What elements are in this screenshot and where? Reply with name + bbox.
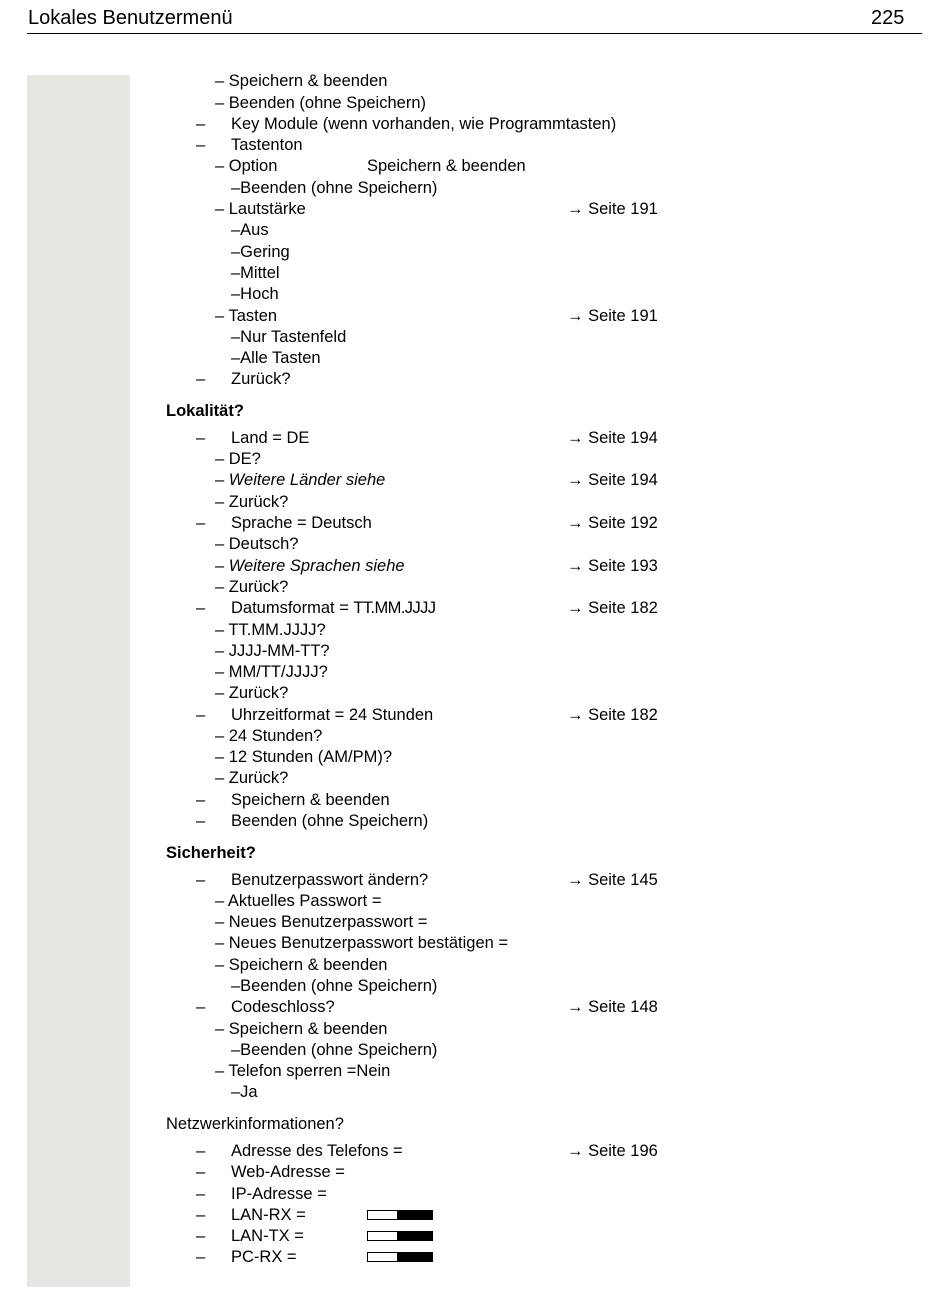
menu-entry — [0, 326, 950, 348]
menu-entry — [0, 219, 950, 241]
menu-entry-text: – DE? — [215, 450, 261, 468]
menu-entry-label — [231, 1161, 345, 1183]
list-dash: – — [196, 429, 206, 447]
menu-entry-label — [231, 347, 321, 369]
menu-entry — [0, 1183, 950, 1205]
signal-level-bar — [367, 1210, 433, 1220]
menu-entry-label — [231, 1140, 403, 1162]
menu-entry-text: Sicherheit? — [166, 844, 256, 862]
list-dash: – — [196, 998, 206, 1016]
page-reference: → Seite 191 — [567, 307, 658, 325]
menu-entry-text: LAN-TX = — [231, 1227, 304, 1245]
menu-entry-text: – Zurück? — [215, 493, 289, 511]
menu-entry — [0, 1140, 950, 1162]
menu-entry-label — [215, 491, 288, 513]
menu-entry-label — [231, 975, 437, 997]
menu-entry — [0, 555, 950, 577]
menu-entry-label — [231, 1204, 306, 1226]
menu-entry-label — [215, 70, 387, 92]
menu-entry-text: Tastenton — [231, 136, 303, 154]
menu-entry — [0, 177, 950, 199]
menu-entry-italic-text: Weitere Sprachen siehe — [228, 557, 405, 575]
menu-entry — [0, 1246, 950, 1268]
page-number: 225 — [871, 7, 905, 29]
menu-entry-text: –Beenden (ohne Speichern) — [231, 1041, 438, 1059]
menu-entry-label — [215, 911, 427, 933]
menu-entry — [0, 1204, 950, 1226]
menu-entry-text: –Nur Tastenfeld — [231, 328, 347, 346]
menu-entry — [0, 347, 950, 369]
page-reference: → Seite 194 — [567, 429, 658, 447]
menu-entry — [0, 448, 950, 470]
menu-entry-label — [215, 1018, 387, 1040]
menu-entry-label — [231, 219, 269, 241]
menu-entry-label — [215, 954, 387, 976]
signal-level-bar — [367, 1231, 433, 1241]
list-dash: – — [196, 370, 206, 388]
menu-entry-text: – Neues Benutzerpasswort = — [215, 913, 428, 931]
menu-entry-text: –Beenden (ohne Speichern) — [231, 179, 438, 197]
menu-entry-text: – Speichern & beenden — [215, 956, 388, 974]
menu-entry-text: IP-Adresse = — [231, 1185, 327, 1203]
menu-entry-label — [231, 1246, 297, 1268]
menu-entry-label — [166, 842, 256, 864]
menu-entry — [0, 789, 950, 811]
menu-entry-text: – Zurück? — [215, 769, 289, 787]
menu-entry — [0, 1081, 950, 1103]
list-dash: – — [196, 1248, 206, 1266]
menu-entry-text: Lokalität? — [166, 402, 244, 420]
menu-entry-text: –Beenden (ohne Speichern) — [231, 977, 438, 995]
menu-entry-text: – 12 Stunden (AM/PM)? — [215, 748, 393, 766]
menu-entry-label — [215, 1060, 390, 1082]
menu-entry-text: –Ja — [231, 1083, 258, 1101]
signal-level-fill — [397, 1232, 432, 1240]
menu-entry-option: Speichern & beenden — [367, 157, 526, 175]
menu-section-heading — [0, 1113, 950, 1135]
menu-entry-text: Sprache = Deutsch — [231, 514, 372, 532]
menu-entry — [0, 469, 950, 491]
list-dash: – — [196, 514, 206, 532]
menu-entry — [0, 241, 950, 263]
menu-entry-label — [166, 1113, 344, 1135]
menu-entry-label — [215, 448, 261, 470]
list-dash: – — [196, 1185, 206, 1203]
menu-entry-label — [231, 427, 309, 449]
menu-entry-label — [231, 789, 390, 811]
menu-entry-label — [215, 198, 306, 220]
menu-entry-text: Netzwerkinformationen? — [166, 1115, 344, 1133]
menu-entry-label — [215, 725, 322, 747]
list-dash: – — [196, 812, 206, 830]
menu-entry-label — [231, 134, 303, 156]
list-dash: – — [196, 706, 206, 724]
menu-entry-text: –Mittel — [231, 264, 280, 282]
menu-entry — [0, 810, 950, 832]
menu-entry-label — [231, 262, 280, 284]
menu-entry-label — [215, 682, 288, 704]
menu-entry — [0, 368, 950, 390]
menu-entry-text: Land = DE — [231, 429, 310, 447]
page-reference: → Seite 145 — [567, 871, 658, 889]
menu-entry — [0, 932, 950, 954]
menu-entry-value: TT.MM.JJJJ — [353, 599, 436, 617]
menu-entry-text: – Option — [215, 157, 278, 175]
menu-section-heading — [0, 400, 950, 422]
menu-entry — [0, 134, 950, 156]
menu-entry-text: – Lautstärke — [215, 200, 306, 218]
page-reference: → Seite 191 — [567, 200, 658, 218]
menu-entry — [0, 92, 950, 114]
signal-level-fill — [397, 1211, 432, 1219]
menu-entry-text: – Telefon sperren =Nein — [215, 1062, 391, 1080]
menu-entry-text: Zurück? — [231, 370, 291, 388]
menu-entry-label — [215, 92, 426, 114]
menu-entry — [0, 725, 950, 747]
menu-entry — [0, 597, 950, 619]
menu-entry-text: –Gering — [231, 243, 290, 261]
menu-entry-label — [215, 155, 277, 177]
menu-entry-label — [231, 326, 346, 348]
menu-entry-text: Uhrzeitformat = 24 Stunden — [231, 706, 434, 724]
menu-entry — [0, 661, 950, 683]
menu-entry-label — [215, 533, 298, 555]
menu-entry-text: – MM/TT/JJJJ? — [215, 663, 328, 681]
menu-entry-label — [215, 469, 385, 491]
menu-entry-label — [231, 1039, 437, 1061]
menu-entry-label — [215, 890, 381, 912]
menu-entry — [0, 512, 950, 534]
menu-entry — [0, 198, 950, 220]
menu-entry-text: – Deutsch? — [215, 535, 299, 553]
menu-entry-label — [231, 1081, 258, 1103]
menu-entry-text: – — [215, 557, 229, 575]
list-dash: – — [196, 115, 206, 133]
menu-entry-text: Speichern & beenden — [231, 791, 390, 809]
menu-entry-text: – Zurück? — [215, 578, 289, 596]
menu-entry-label — [231, 368, 291, 390]
menu-entry-text: – Speichern & beenden — [215, 1020, 388, 1038]
menu-entry-label — [231, 283, 279, 305]
list-dash: – — [196, 599, 206, 617]
menu-entry-text: – Tasten — [215, 307, 278, 325]
menu-section-heading — [0, 842, 950, 864]
menu-entry — [0, 954, 950, 976]
menu-entry — [0, 1018, 950, 1040]
page-reference: → Seite 182 — [567, 706, 658, 724]
menu-entry-label — [166, 400, 244, 422]
menu-entry-text: PC-RX = — [231, 1248, 297, 1266]
list-dash: – — [196, 1142, 206, 1160]
menu-entry-label — [215, 932, 508, 954]
menu-entry — [0, 975, 950, 997]
menu-entry — [0, 113, 950, 135]
menu-entry-text: – 24 Stunden? — [215, 727, 323, 745]
menu-entry — [0, 704, 950, 726]
menu-entry-text: – JJJJ-MM-TT? — [215, 642, 330, 660]
signal-level-bar — [367, 1252, 433, 1262]
list-dash: – — [196, 1227, 206, 1245]
menu-entry-text: – TT.MM.JJJJ? — [215, 621, 326, 639]
menu-entry — [0, 682, 950, 704]
menu-entry-label — [215, 661, 328, 683]
menu-entry-label — [215, 767, 288, 789]
menu-entry — [0, 1060, 950, 1082]
menu-entry-label — [231, 1183, 327, 1205]
menu-entry-label — [231, 1225, 304, 1247]
menu-entry-text: Datumsformat = — [231, 599, 354, 617]
menu-entry-label — [231, 810, 428, 832]
page-reference: → Seite 182 — [567, 599, 658, 617]
menu-entry-text: – Speichern & beenden — [215, 72, 388, 90]
list-dash: – — [196, 1206, 206, 1224]
list-dash: – — [196, 136, 206, 154]
menu-entry — [0, 283, 950, 305]
menu-entry — [0, 767, 950, 789]
menu-entry-text: – Beenden (ohne Speichern) — [215, 94, 426, 112]
menu-entry-text: Beenden (ohne Speichern) — [231, 812, 429, 830]
list-dash: – — [196, 1163, 206, 1181]
page-reference: → Seite 194 — [567, 471, 658, 489]
menu-entry — [0, 640, 950, 662]
menu-entry-label — [231, 597, 435, 619]
menu-entry-label — [231, 869, 428, 891]
menu-entry — [0, 533, 950, 555]
page-reference: → Seite 196 — [567, 1142, 658, 1160]
menu-entry — [0, 155, 950, 177]
menu-entry — [0, 1039, 950, 1061]
menu-entry-label — [215, 555, 405, 577]
menu-entry-text: Codeschloss? — [231, 998, 335, 1016]
menu-entry-text: – Aktuelles Passwort = — [215, 892, 382, 910]
signal-level-fill — [397, 1253, 432, 1261]
list-dash: – — [196, 871, 206, 889]
page-header-title: Lokales Benutzermenü — [28, 7, 233, 29]
page-reference: → Seite 192 — [567, 514, 658, 532]
menu-entry-text: Web-Adresse = — [231, 1163, 345, 1181]
menu-entry-label — [215, 576, 288, 598]
menu-entry-label — [231, 177, 437, 199]
menu-entry — [0, 1161, 950, 1183]
menu-entry-text: –Aus — [231, 221, 269, 239]
menu-entry — [0, 576, 950, 598]
menu-entry — [0, 427, 950, 449]
menu-entry — [0, 869, 950, 891]
menu-entry — [0, 1225, 950, 1247]
menu-entry-label — [231, 704, 433, 726]
menu-entry — [0, 911, 950, 933]
menu-entry-text: Benutzerpasswort ändern? — [231, 871, 429, 889]
menu-entry — [0, 619, 950, 641]
menu-entry-label — [231, 113, 616, 135]
menu-entry-text: – — [215, 471, 229, 489]
menu-entry-label — [215, 640, 330, 662]
menu-entry-label — [215, 305, 277, 327]
menu-entry-text: Adresse des Telefons = — [231, 1142, 403, 1160]
menu-entry-label — [231, 241, 290, 263]
menu-entry — [0, 491, 950, 513]
menu-entry-label — [231, 996, 335, 1018]
menu-entry — [0, 262, 950, 284]
menu-entry — [0, 305, 950, 327]
menu-entry-text: – Zurück? — [215, 684, 289, 702]
page-reference: → Seite 193 — [567, 557, 658, 575]
menu-entry-label — [215, 746, 392, 768]
menu-entry-text: Key Module (wenn vorhanden, wie Programmtasten) — [231, 115, 617, 133]
menu-entry — [0, 746, 950, 768]
menu-entry — [0, 70, 950, 92]
menu-entry-label — [231, 512, 372, 534]
menu-entry-text: –Hoch — [231, 285, 279, 303]
menu-entry-italic-text: Weitere Länder siehe — [228, 471, 386, 489]
menu-entry-label — [215, 619, 326, 641]
menu-entry-text: –Alle Tasten — [231, 349, 321, 367]
menu-entry-text: – Neues Benutzerpasswort bestätigen = — [215, 934, 509, 952]
menu-entry — [0, 890, 950, 912]
list-dash: – — [196, 791, 206, 809]
menu-entry — [0, 996, 950, 1018]
menu-entry-text: LAN-RX = — [231, 1206, 306, 1224]
page-reference: → Seite 148 — [567, 998, 658, 1016]
